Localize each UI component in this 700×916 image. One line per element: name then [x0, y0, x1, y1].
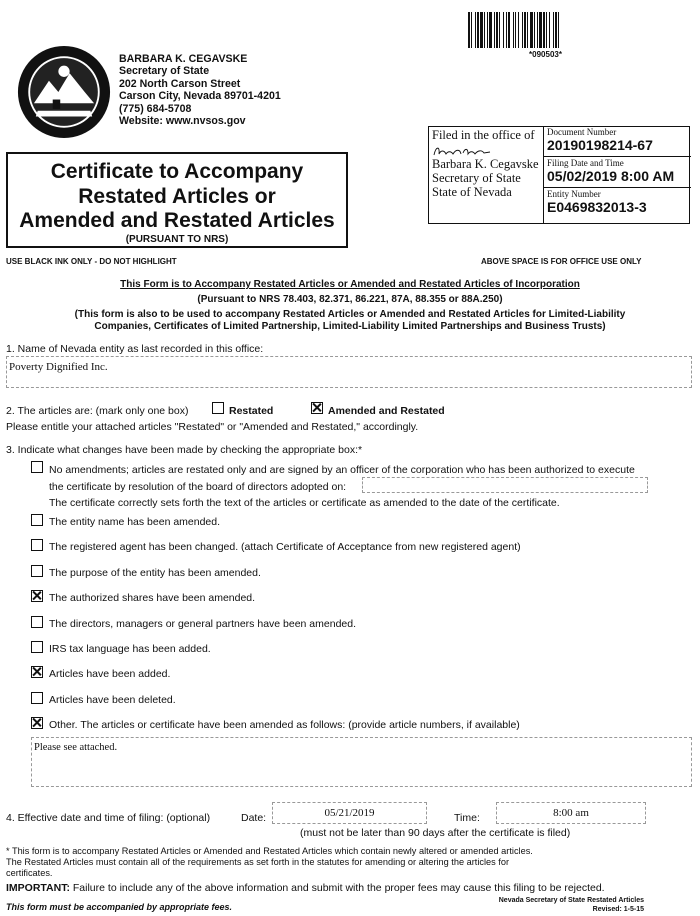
form-purpose: This Form is to Accompany Restated Articles or Amended and Restated Articles of Incorporation — [120, 279, 580, 290]
effective-time-field[interactable] — [496, 802, 646, 824]
amended-restated-checkbox[interactable] — [311, 402, 323, 414]
filed-line-2: Barbara K. Cegavske — [432, 157, 539, 171]
filed-in-office — [432, 128, 542, 199]
filed-line-1: Filed in the office of — [432, 128, 535, 142]
restated-checkbox[interactable] — [212, 402, 224, 414]
change-option-label: Articles have been deleted. — [49, 694, 176, 706]
change-option-label: Other. The articles or certificate have been amended as follows: (provide article numbers, if available) — [49, 719, 520, 731]
entity-number-cell — [544, 189, 691, 215]
barcode-number: *090503* — [529, 50, 562, 59]
document-number: 20190198214-67 — [547, 137, 653, 153]
no-amendments-checkbox[interactable] — [31, 461, 43, 473]
change-option-checkbox[interactable] — [31, 565, 43, 577]
change-option-checkbox[interactable] — [31, 514, 43, 526]
also-used-line-1: (This form is also to be used to accompany Restated Articles or Amended and Restated Articles for Limited-Liability — [74, 309, 626, 320]
change-option-checkbox[interactable] — [31, 641, 43, 653]
sos-website: Website: www.nvsos.gov — [119, 115, 246, 128]
certificate-title — [8, 160, 346, 234]
important-label: IMPORTANT: — [6, 882, 70, 894]
q4-note: (must not be later than 90 days after the certificate is filed) — [300, 827, 571, 839]
other-amendments-value: Please see attached. — [34, 742, 118, 753]
title-line-2: Restated Articles or — [78, 184, 276, 208]
change-option-label: The entity name has been amended. — [49, 516, 221, 528]
entity-number: E0469832013-3 — [547, 199, 647, 215]
filing-details — [543, 126, 690, 224]
office-use-note: ABOVE SPACE IS FOR OFFICE USE ONLY — [481, 257, 642, 266]
board-resolution-date-field[interactable] — [362, 477, 648, 493]
divider — [544, 156, 691, 157]
q2-label: 2. The articles are: (mark only one box) — [6, 405, 189, 417]
change-option-label: Articles have been added. — [49, 668, 171, 680]
entity-number-label: Entity Number — [547, 189, 601, 199]
sos-address-2: Carson City, Nevada 89701-4201 — [119, 90, 281, 103]
also-used-line-2: Companies, Certificates of Limited Partnership, Limited-Liability Limited Partnerships and Business Trusts) — [94, 321, 606, 332]
no-amendments-line-3: The certificate correctly sets forth the text of the articles or certificate as amended to the date of the certificate. — [49, 497, 560, 509]
change-option-label: The directors, managers or general partners have been amended. — [49, 618, 357, 630]
ink-instruction: USE BLACK INK ONLY - DO NOT HIGHLIGHT — [6, 257, 177, 266]
title-line-1: Certificate to Accompany — [50, 160, 304, 183]
q4-label: 4. Effective date and time of filing: (optional) — [6, 812, 211, 824]
other-amendments-field[interactable] — [31, 737, 692, 787]
filed-line-4: State of Nevada — [432, 185, 512, 199]
sos-phone: (775) 684-5708 — [119, 102, 192, 115]
entity-name-value: Poverty Dignified Inc. — [9, 361, 108, 373]
filing-datetime-cell — [544, 158, 691, 184]
change-option-label: The authorized shares have been amended. — [49, 592, 256, 604]
no-amendments-line-2: the certificate by resolution of the board of directors adopted on: — [49, 481, 347, 493]
barcode — [468, 12, 623, 48]
amended-restated-label: Amended and Restated — [328, 405, 445, 417]
q3-label: 3. Indicate what changes have been made by checking the appropriate box:* — [6, 444, 363, 456]
restated-label: Restated — [229, 405, 274, 417]
document-number-cell — [544, 127, 691, 153]
change-option-checkbox[interactable] — [31, 616, 43, 628]
filing-datetime-label: Filing Date and Time — [547, 158, 624, 168]
q2-note: Please entitle your attached articles "Restated" or "Amended and Restated," accordingly. — [6, 421, 419, 433]
change-option-checkbox[interactable] — [31, 590, 43, 602]
sos-address-1: 202 North Carson Street — [119, 77, 241, 90]
change-option-label: The registered agent has been changed. (attach Certificate of Acceptance from new registered agent) — [49, 541, 521, 553]
entity-name-field[interactable] — [6, 356, 692, 388]
change-option-checkbox[interactable] — [31, 717, 43, 729]
change-option-checkbox[interactable] — [31, 539, 43, 551]
nevada-state-seal-icon — [17, 45, 111, 139]
q1-label: 1. Name of Nevada entity as last recorded in this office: — [6, 343, 264, 355]
title-line-3: Amended and Restated Articles — [19, 209, 335, 232]
nrs-reference: (Pursuant to NRS 78.403, 82.371, 86.221, 87A, 88.355 or 88A.250) — [197, 294, 503, 305]
form-revised: Revised: 1-5-15 — [592, 906, 644, 913]
sos-name: BARBARA K. CEGAVSKE — [119, 53, 248, 65]
filing-datetime: 05/02/2019 8:00 AM — [547, 168, 675, 184]
document-number-label: Document Number — [547, 127, 617, 137]
no-amendments-line-1: No amendments; articles are restated only and are signed by an officer of the corporation who has been authorized to execute — [49, 464, 635, 476]
form-name: Nevada Secretary of State Restated Articles — [498, 897, 644, 904]
effective-date-value: 05/21/2019 — [324, 807, 375, 819]
divider — [544, 187, 691, 188]
time-label: Time: — [454, 812, 480, 824]
footnote-line-3: certificates. — [6, 868, 53, 878]
effective-time-value: 8:00 am — [553, 807, 589, 819]
date-label: Date: — [241, 812, 267, 824]
fees-note: This form must be accompanied by appropriate fees. — [6, 902, 233, 912]
important-notice — [6, 882, 605, 894]
footnote-line-1: * This form is to accompany Restated Articles or Amended and Restated Articles which contain newly altered or amended articles. — [6, 846, 533, 856]
filed-line-3: Secretary of State — [432, 171, 521, 185]
sos-title: Secretary of State — [119, 65, 210, 78]
certificate-title-box — [6, 152, 348, 248]
change-option-checkbox[interactable] — [31, 692, 43, 704]
effective-date-field[interactable] — [272, 802, 427, 824]
certificate-subtitle: (PURSUANT TO NRS) — [125, 233, 229, 245]
change-option-checkbox[interactable] — [31, 666, 43, 678]
secretary-of-state-info — [119, 53, 281, 127]
important-text: Failure to include any of the above information and submit with the proper fees may cause this filing to be rejected. — [69, 882, 605, 894]
change-option-label: The purpose of the entity has been amended. — [49, 567, 261, 579]
footnote-line-2: The Restated Articles must contain all of the requirements as set forth in the statutes for amending or altering the articles for — [6, 857, 510, 867]
signature-icon — [432, 144, 492, 158]
change-option-label: IRS tax language has been added. — [49, 643, 211, 655]
